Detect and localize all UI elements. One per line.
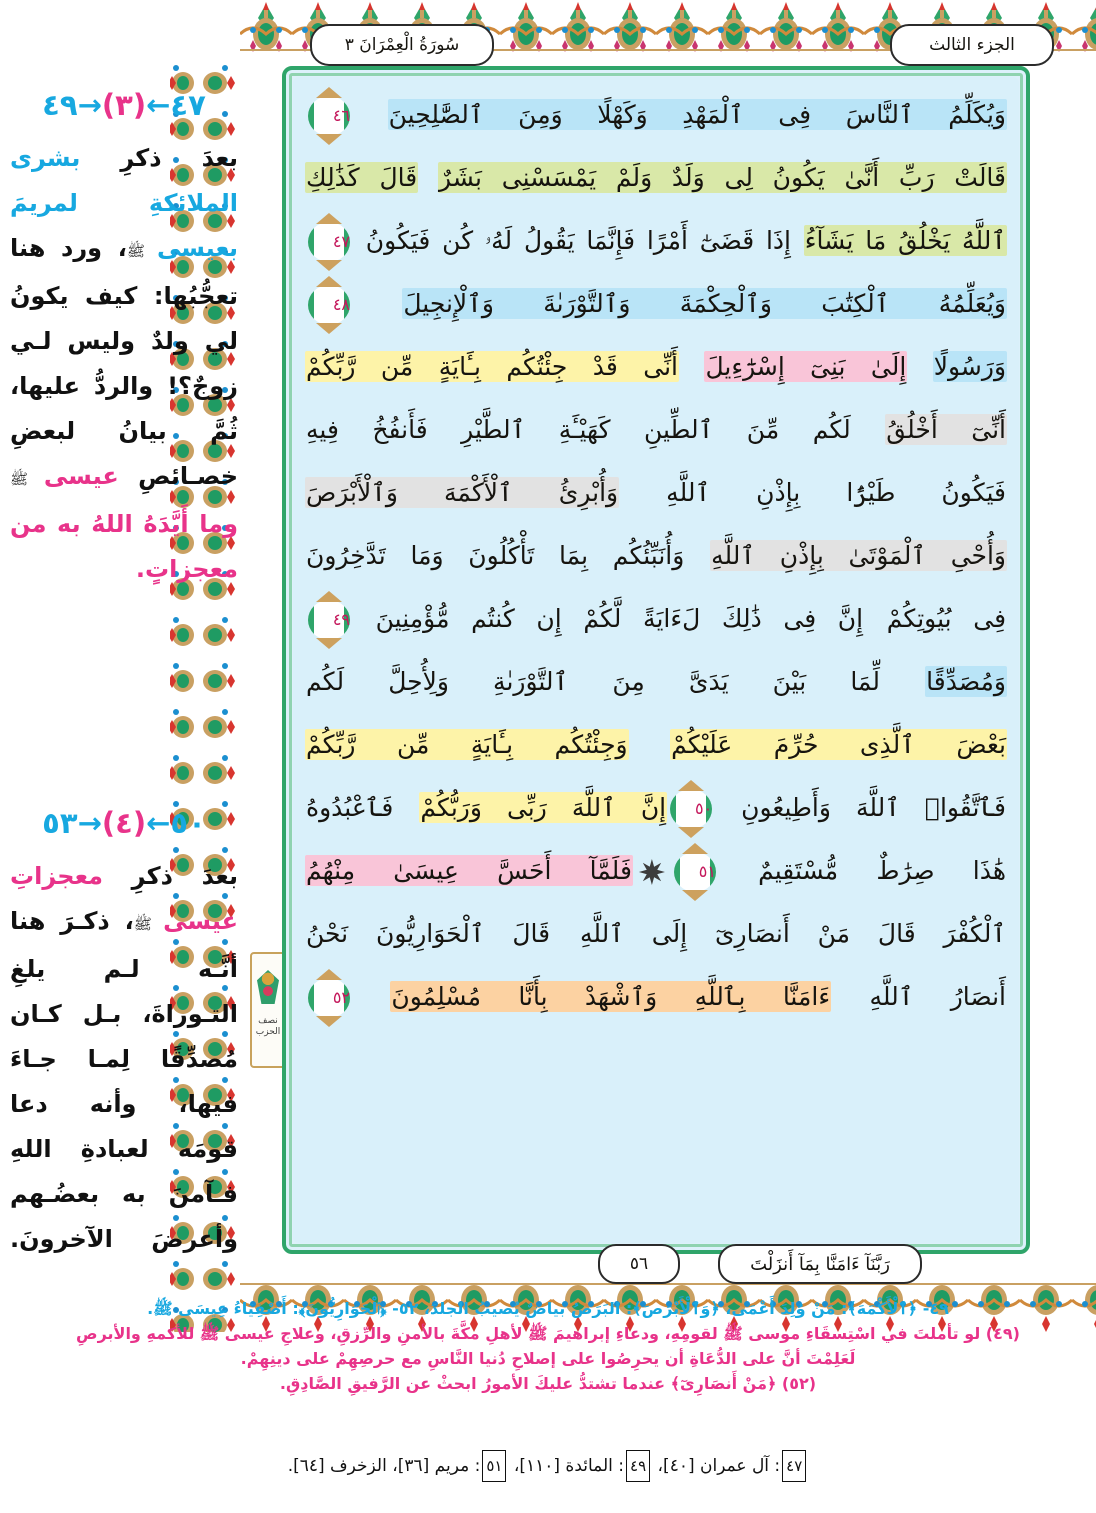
sidebar-text-run: بشرى الملائكةِ لمريمَ بعيسى xyxy=(10,144,239,262)
ayah-number-medallion xyxy=(308,285,350,325)
surah-title: سُورَةُ الْعِمْرَانَ ٣ xyxy=(344,35,460,55)
quran-text-segment: إِلَىٰ بَنِىٓ إِسْرَٰٓءِيلَ xyxy=(705,352,907,381)
quran-line xyxy=(305,776,1007,839)
cross-ref-text-1: : آل عمران [٤٠]، xyxy=(652,1456,781,1476)
quran-line xyxy=(305,587,1007,650)
quran-text-segment: أَنِّى قَدْ جِئْتُكُم بِـَٔايَةٍ مِّن رَّبِّكُمْ xyxy=(306,352,679,381)
ayah-number: ٤٦ xyxy=(332,106,350,125)
arrow-left: ← xyxy=(146,806,171,840)
range-end: ٥٣ xyxy=(42,806,78,840)
hizb-line-2: الحزب xyxy=(255,1027,281,1037)
hizb-line-1: نصف xyxy=(258,1016,278,1026)
quran-text-panel xyxy=(282,66,1030,1254)
sidebar-note-1-range xyxy=(10,88,238,122)
quran-text-segment: قَالَ ٱلْحَوَارِيُّونَ نَحْنُ xyxy=(306,919,551,948)
ayah-number-medallion xyxy=(308,978,350,1018)
quran-text-segment: وَأُبْرِئُ ٱلْأَكْمَهَ وَٱلْأَبْرَصَ xyxy=(306,478,619,507)
ayah-number-medallion xyxy=(308,600,350,640)
arrow-right: → xyxy=(77,88,102,122)
cross-references xyxy=(14,1450,1082,1482)
sidebar-text-run: ، ذكـرَ هنا أنَّـه لـم يلغِ التـوراةَ، بـل كـان مُصدِّقًا لِمـا جـاءَ فيها، وأنه دعا قومَه لعبادةِ اللهِ فـآمنَ به بعضُـهم وأعرضَ الآخرونَ. xyxy=(10,907,238,1253)
note-49a: (٤٩) لو تأملتَ في اسْتِسقَاءِ موسى ﷺ لقومِهِ، ودعاءِ إبراهيمَ ﷺ لأهلِ مكَّةَ بالأمنِ والرِّزقِ، وعلاجِ عيسى ﷺ للأكمهِ والأبرصِ xyxy=(76,1324,1020,1343)
quran-text-segment: بَعْضَ ٱلَّذِى حُرِّمَ عَلَيْكُمْ xyxy=(671,730,1006,759)
section-number: (٤) xyxy=(101,806,147,840)
sidebar-note-1 xyxy=(10,88,238,592)
juz-label: الجزء الثالث xyxy=(929,35,1015,55)
quran-text-segment: فَٱعْبُدُوهُ xyxy=(306,793,394,822)
quran-text-segment: وَيُعَلِّمُهُ ٱلْكِتَٰبَ وَٱلْحِكْمَةَ وَٱلتَّوْرَىٰةَ وَٱلْإِنجِيلَ xyxy=(403,289,1006,318)
cross-ref-text-2: : المائدة [١١٠]، xyxy=(508,1456,625,1476)
quran-text-segment: ٱلْكُفْرَ قَالَ مَنْ أَنصَارِىٓ إِلَى ٱللَّهِ xyxy=(579,919,1006,948)
ayah-number-medallion xyxy=(308,96,350,136)
quran-text-segment: إِنَّ فِى ذَٰلِكَ لَءَايَةً لَّكُمْ إِن كُنتُم مُّؤْمِنِينَ xyxy=(375,604,864,633)
quran-line xyxy=(305,524,1007,587)
hizb-diamond-icon xyxy=(257,970,279,1004)
ayah-number-medallion xyxy=(670,789,712,829)
section-number: (٣) xyxy=(101,88,147,122)
quran-text-segment: وَمُصَدِّقًا xyxy=(926,667,1006,696)
quran-line xyxy=(305,335,1007,398)
quran-text-area xyxy=(293,77,1019,1243)
sidebar-text-run: ﷺ xyxy=(126,242,157,260)
sidebar-text-run: وما أَيَّدَهُ اللهُ به من معجزاتٍ. xyxy=(10,510,238,583)
sidebar-text-run: بعدَ ذكرِ xyxy=(102,862,238,890)
sidebar-text-run: ، ورد هنا تعجُّبُها: كيف يكونُ لي ولدٌ وليس لـي زوجٌ؟! والردُّ عليها، ثُمَّ بيانُ لبعضِ خصـائصِ xyxy=(10,234,238,490)
ayah-number: ٥٢ xyxy=(332,988,350,1007)
quran-text-segment: قَالَتْ رَبِّ أَنَّىٰ يَكُونُ لِى وَلَدٌ وَلَمْ يَمْسَسْنِى بَشَرٌ xyxy=(438,163,1007,192)
cross-ref-verse-49: ٤٩ xyxy=(626,1450,650,1482)
sidebar-text-run: ﷺ xyxy=(10,470,44,488)
quran-text-segment: فَلَمَّآ أَحَسَّ عِيسَىٰ مِنْهُمُ xyxy=(306,856,632,885)
sidebar-text-run: بعدَ ذكرِ xyxy=(80,144,238,172)
quran-text-segment: لِّمَا بَيْنَ يَدَىَّ مِنَ ٱلتَّوْرَىٰةِ وَلِأُحِلَّ لَكُم xyxy=(306,667,881,696)
cross-ref-verse-51: ٥١ xyxy=(482,1450,506,1482)
quran-text-segment: لَكُم مِّنَ ٱلطِّينِ كَهَيْـَٔةِ ٱلطَّيْرِ فَأَنفُخُ فِيهِ xyxy=(306,415,851,444)
quran-text-segment: ٱللَّهُ يَخْلُقُ مَا يَشَآءُ xyxy=(804,226,1006,255)
quran-text-segment: قَالَ كَذَٰلِكِ xyxy=(306,163,418,192)
quran-text-segment: وَيُكَلِّمُ ٱلنَّاسَ فِى ٱلْمَهْدِ وَكَهْلًا وَمِنَ ٱلصَّٰلِحِينَ xyxy=(388,100,1007,129)
ayah-number: ٤٩ xyxy=(332,610,350,629)
page-number: ٥٦ xyxy=(629,1254,649,1274)
sidebar-note-2-body xyxy=(10,854,238,1262)
note-52: (٥٢) ﴿مَنْ أَنصَارِىٓ﴾ عندما تشتدُّ عليكَ الأمورُ ابحثْ عن الرَّفيقِ الصَّادِقِ. xyxy=(279,1374,817,1393)
catchword: رَبَّنَآ ءَامَنَّا بِمَآ أَنزَلْتَ xyxy=(750,1253,890,1275)
quran-text-segment: إِنَّ ٱللَّهَ رَبِّى وَرَبُّكُمْ xyxy=(420,793,667,822)
quran-line xyxy=(305,398,1007,461)
quran-text-segment: هَٰذَا صِرَٰطٌ مُّسْتَقِيمٌ xyxy=(758,856,1007,885)
quran-line xyxy=(305,902,1007,965)
ayah-number: ٥٠ xyxy=(694,799,713,818)
quran-text-segment: فَٱتَّقُوا۟ ٱللَّهَ وَأَطِيعُونِ xyxy=(741,793,1007,822)
quran-line xyxy=(305,461,1007,524)
sidebar-note-2 xyxy=(10,806,238,1262)
cross-ref-text-3: : مريم [٣٦]، الزخرف [٦٤]. xyxy=(287,1456,481,1476)
ayah-number-medallion xyxy=(308,222,350,262)
juz-cap xyxy=(890,24,1054,66)
quran-text-segment: وَرَسُولًا xyxy=(933,352,1007,381)
quran-line xyxy=(305,209,1007,272)
quran-text-segment: أَنِّىٓ أَخْلُقُ xyxy=(886,415,1007,444)
hizb-marker xyxy=(250,952,286,1068)
ayah-number-medallion xyxy=(674,852,716,892)
catchword-cap xyxy=(718,1244,922,1284)
footnotes xyxy=(14,1296,1082,1396)
sidebar-text-run: عيسى xyxy=(43,462,119,490)
arrow-left: ← xyxy=(146,88,171,122)
quran-line xyxy=(305,650,1007,713)
ayah-number: ٥١ xyxy=(698,862,716,881)
page-number-cap xyxy=(598,1244,680,1284)
quran-line xyxy=(305,272,1007,335)
sidebar-note-1-body xyxy=(10,136,238,592)
note-vocab: ٤٩- ﴿ٱلْأَكْمَهَ﴾: مَنْ وُلِدَ أَعْمَى، ﴿وَٱلْأَبْرَصَ﴾: البَرَصُ بياضٌ يُصيبُ الجلدَ، ٥٢- ﴿ٱلْحَوَارِيُّونَ﴾: أَصْفِيَاءُ عِيسَى ﷺ. xyxy=(147,1299,949,1318)
range-end: ٤٩ xyxy=(42,88,78,122)
sidebar-text-run: ﷺ xyxy=(133,915,164,933)
cross-ref-line xyxy=(14,1450,1082,1482)
surah-title-cap xyxy=(310,24,494,66)
range-start: ٤٧ xyxy=(170,88,206,122)
quran-text-segment: ءَامَنَّا بِٱللَّهِ وَٱشْهَدْ بِأَنَّا مُسْلِمُونَ xyxy=(391,982,831,1011)
quran-text-segment: فَيَكُونُ طَيْرًۢا بِإِذْنِ ٱللَّهِ xyxy=(666,478,1006,507)
sidebar-text-run: معجزاتِ عيسى xyxy=(10,862,239,935)
ayah-number: ٤٨ xyxy=(332,295,350,314)
quran-line xyxy=(305,839,1007,902)
quran-text-segment: وَأُحْىِ ٱلْمَوْتَىٰ بِإِذْنِ ٱللَّهِ xyxy=(711,541,1006,570)
quran-text-segment: إِذَا قَضَىٰٓ أَمْرًا فَإِنَّمَا يَقُولُ لَهُۥ كُن فَيَكُونُ xyxy=(365,226,791,255)
quran-line xyxy=(305,146,1007,209)
note-49b: لَعَلِمْتَ أنَّ على الدُّعَاةِ أن يحرِصُوا على إصلاحِ دُنيا النَّاسِ مع حرصِهِمْ على دينِهِمْ. xyxy=(240,1349,856,1368)
arrow-right: → xyxy=(77,806,102,840)
quran-text-segment: وَأُنَبِّئُكُم بِمَا تَأْكُلُونَ وَمَا تَدَّخِرُونَ xyxy=(306,541,685,570)
sidebar-note-2-range xyxy=(10,806,238,840)
sajdah-star-icon xyxy=(639,859,665,885)
quran-text-segment: وَجِئْتُكُم بِـَٔايَةٍ مِّن رَّبِّكُمْ xyxy=(306,730,628,759)
quran-text-segment: أَنصَارُ ٱللَّهِ xyxy=(869,982,1007,1011)
range-start: ٥٠ xyxy=(170,806,206,840)
quran-text-segment: فِى بُيُوتِكُمْ xyxy=(886,604,1007,633)
quran-line xyxy=(305,965,1007,1028)
ayah-number: ٤٧ xyxy=(332,232,350,251)
quran-line xyxy=(305,713,1007,776)
quran-line xyxy=(305,83,1007,146)
cross-ref-verse-47: ٤٧ xyxy=(782,1450,806,1482)
